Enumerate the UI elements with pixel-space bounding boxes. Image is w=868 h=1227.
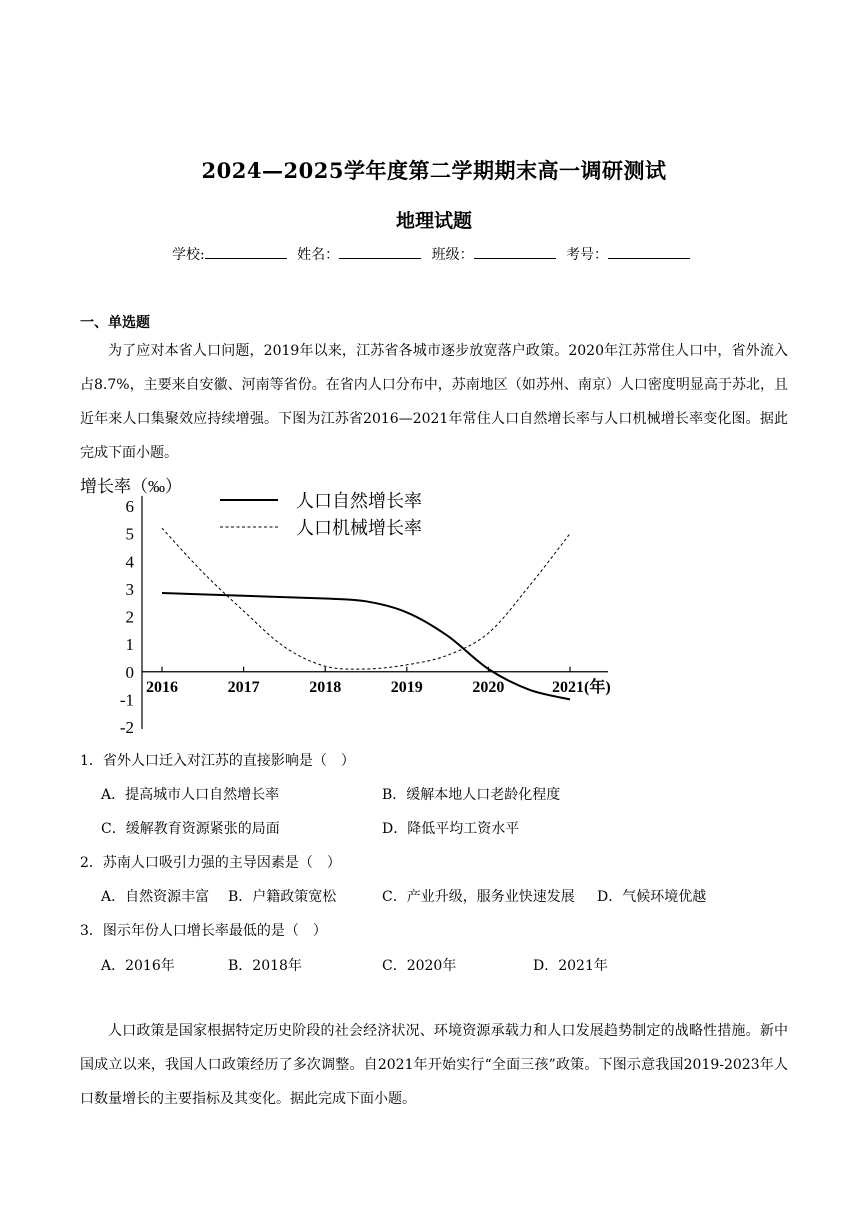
y-tick-label: 6 [125, 497, 134, 516]
exam-title: 2024—2025学年度第二学期期末高一调研测试 [201, 158, 667, 183]
y-tick-label: 1 [125, 635, 134, 655]
y-tick-label: -2 [119, 718, 134, 737]
q2-option-b[interactable]: B．户籍政策宽松 [228, 889, 337, 905]
x-tick-label: 2017 [227, 678, 260, 696]
x-tick-label: 2021(年) [552, 678, 611, 696]
y-tick-label: -1 [119, 690, 134, 710]
x-tick-label: 2016 [146, 678, 178, 696]
name-label: 姓名： [297, 247, 340, 263]
x-tick-label: 2019 [390, 678, 423, 696]
question-1-stem: 1．省外人口迁入对江苏的直接影响是（ ） [80, 753, 355, 769]
legend-label: 人口机械增长率 [296, 518, 422, 538]
q1-option-c[interactable]: C．缓解教育资源紧张的局面 [101, 821, 280, 837]
q3-option-b[interactable]: B．2018年 [228, 958, 302, 974]
x-tick-label: 2018 [309, 678, 342, 696]
exam-number-blank[interactable] [608, 244, 690, 259]
q3-option-c[interactable]: C．2020年 [382, 958, 457, 974]
student-info-line [0, 244, 868, 264]
x-tick-label: 2020 [472, 678, 505, 696]
legend-label: 人口自然增长率 [296, 491, 422, 511]
q3-option-d[interactable]: D．2021年 [533, 958, 608, 974]
growth-rate-chart [70, 470, 630, 740]
q1-option-a[interactable]: A．提高城市人口自然增长率 [101, 787, 280, 803]
y-tick-label: 3 [125, 579, 134, 599]
intro-paragraph-2: 人口政策是国家根据特定历史阶段的社会经济状况、环境资源承载力和人口发展趋势制定的战略性措施。新中国成立以来，我国人口政策经历了多次调整。自2021年开始实行“全面三孩”政策。下图示意我国2019-2023年人口数量增长的主要指标及其变化。据此完成下面小题。 [80, 1023, 788, 1107]
q2-option-a[interactable]: A．自然资源丰富 [101, 889, 210, 905]
y-axis-label: 增长率（‰） [80, 477, 182, 496]
section-heading: 一、单选题 [80, 315, 150, 331]
intro-paragraph-1: 为了应对本省人口问题，2019年以来，江苏省各城市逐步放宽落户政策。2020年江苏常住人口中，省外流入占8.7%，主要来自安徽、河南等省份。在省内人口分布中，苏南地区（如苏州、南京）人口密度明显高于苏北，且近年来人口集聚效应持续增强。下图为江苏省2016—2021年常住人口自然增长率与人口机械增长率变化图。据此完成下面小题。 [80, 343, 788, 461]
exam-number-label: 考号： [566, 247, 609, 263]
y-tick-label: 4 [125, 552, 134, 572]
class-label: 班级： [431, 247, 474, 263]
question-2-stem: 2．苏南人口吸引力强的主导因素是（ ） [80, 855, 341, 871]
class-blank[interactable] [474, 244, 556, 259]
question-3-stem: 3．图示年份人口增长率最低的是（ ） [80, 923, 327, 939]
subject-title: 地理试题 [395, 210, 472, 232]
school-blank[interactable] [205, 244, 287, 259]
q2-option-d[interactable]: D．气候环境优越 [597, 889, 707, 905]
q1-option-b[interactable]: B．缓解本地人口老龄化程度 [382, 787, 561, 803]
y-tick-label: 5 [125, 524, 134, 544]
q2-option-c[interactable]: C．产业升级，服务业快速发展 [382, 889, 575, 905]
series-line-migration-rate [162, 528, 570, 669]
name-blank[interactable] [339, 244, 421, 259]
school-label: 学校: [171, 247, 205, 263]
q3-option-a[interactable]: A．2016年 [101, 958, 175, 974]
y-tick-label: 0 [125, 662, 134, 682]
q1-option-d[interactable]: D．降低平均工资水平 [382, 821, 520, 837]
y-tick-label: 2 [125, 607, 134, 627]
series-line-natural-rate [162, 593, 570, 699]
